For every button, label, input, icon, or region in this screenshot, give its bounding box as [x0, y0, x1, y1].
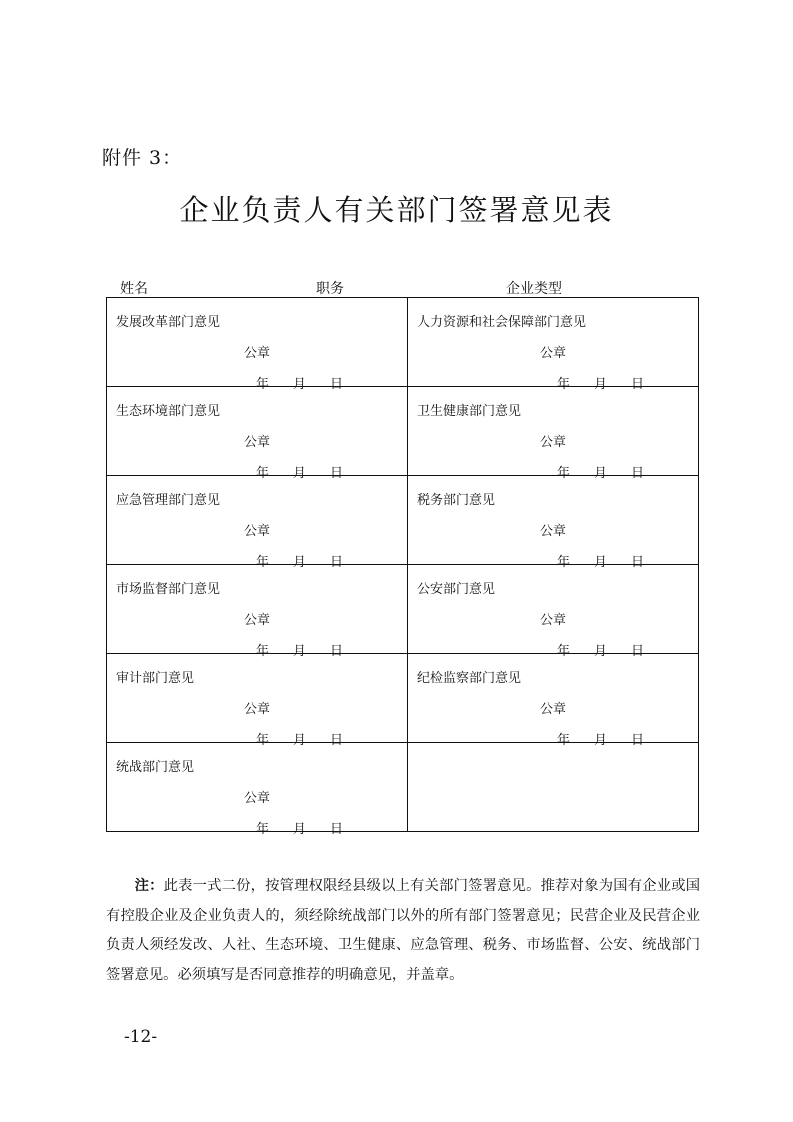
- enterprise-type-field[interactable]: [506, 278, 646, 298]
- department-label: 税务部门意见: [417, 493, 496, 508]
- date-year-label: 年: [557, 377, 571, 392]
- seal-label: 公章: [539, 524, 566, 539]
- date-day-label: 日: [631, 555, 645, 570]
- opinion-cell[interactable]: [107, 476, 408, 570]
- date-day-label: 日: [631, 733, 645, 748]
- date-month-label: 月: [594, 733, 608, 748]
- opinion-cell[interactable]: [107, 565, 408, 659]
- opinion-cell[interactable]: [107, 298, 408, 392]
- seal-label: 公章: [539, 613, 566, 628]
- date-month-label: 月: [293, 555, 307, 570]
- date-year-label: 年: [256, 555, 270, 570]
- department-label: 生态环境部门意见: [116, 404, 221, 419]
- date-day-label: 日: [330, 466, 344, 481]
- name-field[interactable]: [120, 278, 280, 298]
- date-day-label: 日: [330, 555, 344, 570]
- attachment-label: 附件 3：: [102, 147, 183, 169]
- date-day-label: 日: [631, 377, 645, 392]
- department-label: 公安部门意见: [417, 582, 496, 597]
- date-month-label: 月: [293, 466, 307, 481]
- table-row: [107, 743, 699, 832]
- date-day-label: 日: [330, 644, 344, 659]
- seal-label: 公章: [243, 435, 270, 450]
- table-row: [107, 298, 699, 387]
- seal-label: 公章: [243, 613, 270, 628]
- enterprise-type-underline[interactable]: [562, 281, 646, 298]
- date-month-label: 月: [594, 555, 608, 570]
- department-label: 人力资源和社会保障部门意见: [417, 315, 587, 330]
- form-title: 企业负责人有关部门签署意见表: [179, 193, 614, 227]
- table-row: [107, 387, 699, 476]
- date-day-label: 日: [330, 822, 344, 837]
- opinion-cell[interactable]: [107, 387, 408, 481]
- date-year-label: 年: [256, 377, 270, 392]
- department-label: 发展改革部门意见: [116, 315, 221, 330]
- date-year-label: 年: [557, 644, 571, 659]
- enterprise-type-label: 企业类型: [506, 281, 562, 297]
- department-label: 审计部门意见: [116, 671, 195, 686]
- table-row: [107, 476, 699, 565]
- seal-label: 公章: [539, 346, 566, 361]
- date-year-label: 年: [256, 733, 270, 748]
- opinion-cell[interactable]: [408, 476, 699, 570]
- table-row: [107, 654, 699, 743]
- seal-label: 公章: [539, 702, 566, 717]
- date-month-label: 月: [293, 733, 307, 748]
- opinion-cell[interactable]: [408, 298, 699, 392]
- position-label: 职务: [316, 281, 344, 297]
- seal-label: 公章: [243, 791, 270, 806]
- opinion-cell[interactable]: [107, 654, 408, 748]
- opinion-cell[interactable]: [408, 565, 699, 659]
- opinion-table: [106, 297, 699, 837]
- date-day-label: 日: [631, 644, 645, 659]
- date-year-label: 年: [557, 466, 571, 481]
- department-label: 卫生健康部门意见: [417, 404, 522, 419]
- department-label: 统战部门意见: [116, 760, 195, 775]
- department-label: 应急管理部门意见: [116, 493, 221, 508]
- table-row: [107, 565, 699, 654]
- position-underline[interactable]: [348, 281, 471, 298]
- date-day-label: 日: [330, 733, 344, 748]
- department-label: 市场监督部门意见: [116, 582, 221, 597]
- date-year-label: 年: [256, 644, 270, 659]
- note-text: 此表一式二份，按管理权限经县级以上有关部门签署意见。推荐对象为国有企业或国有控股企业及企业负责人的，须经除统战部门以外的所有部门签署意见；民营企业及民营企业负责人须经发改、人社、生态环境、卫生健康、应急管理、税务、市场监督、公安、统战部门签署意见。必须填写是否同意推荐的明确意见，并盖章。: [106, 878, 701, 983]
- date-month-label: 月: [594, 644, 608, 659]
- seal-label: 公章: [243, 702, 270, 717]
- header-fields: [106, 278, 698, 298]
- date-year-label: 年: [256, 822, 270, 837]
- footnote: [106, 872, 700, 990]
- date-year-label: 年: [256, 466, 270, 481]
- seal-label: 公章: [243, 524, 270, 539]
- empty-cell: [408, 743, 699, 832]
- seal-label: 公章: [539, 435, 566, 450]
- name-label: 姓名: [120, 281, 148, 297]
- seal-label: 公章: [243, 346, 270, 361]
- opinion-cell[interactable]: [408, 387, 699, 481]
- date-month-label: 月: [293, 822, 307, 837]
- department-label: 纪检监察部门意见: [417, 671, 522, 686]
- date-day-label: 日: [330, 377, 344, 392]
- date-year-label: 年: [557, 555, 571, 570]
- date-month-label: 月: [594, 466, 608, 481]
- opinion-cell[interactable]: [107, 743, 408, 837]
- date-month-label: 月: [293, 644, 307, 659]
- opinion-cell[interactable]: [408, 654, 699, 748]
- name-underline[interactable]: [152, 281, 280, 298]
- date-line: [256, 818, 367, 837]
- page-number: -12-: [124, 1027, 158, 1047]
- position-field[interactable]: [316, 278, 471, 298]
- note-label: 注：: [134, 878, 164, 894]
- date-day-label: 日: [631, 466, 645, 481]
- date-month-label: 月: [594, 377, 608, 392]
- date-month-label: 月: [293, 377, 307, 392]
- date-year-label: 年: [557, 733, 571, 748]
